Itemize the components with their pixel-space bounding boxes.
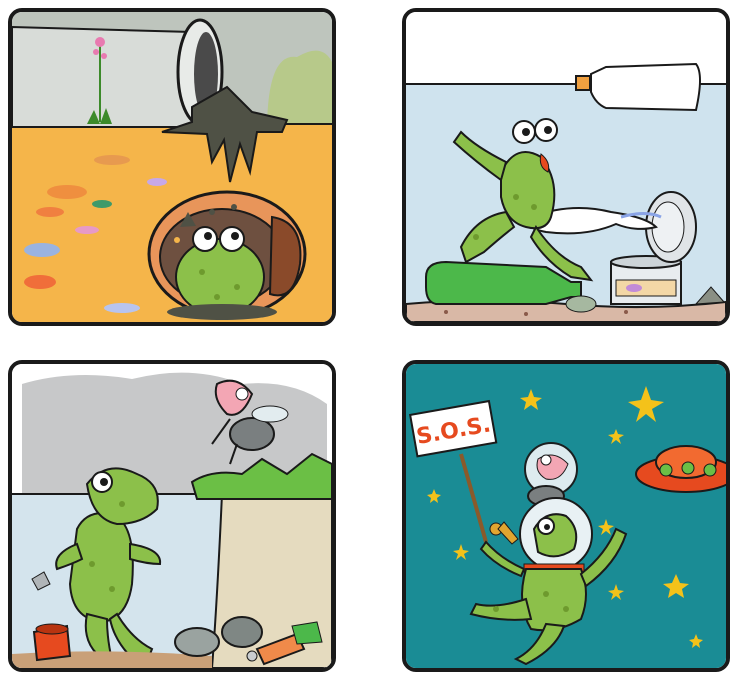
pebble bbox=[94, 155, 130, 165]
floating-plastic-bottle bbox=[591, 64, 700, 110]
panel-4-space bbox=[402, 360, 730, 672]
bottle-shard bbox=[292, 622, 322, 644]
rock bbox=[175, 628, 219, 656]
bottle-cap bbox=[576, 76, 590, 90]
panel-3-illustration bbox=[12, 364, 332, 668]
frog-eye bbox=[193, 227, 217, 251]
panel-2-illustration bbox=[406, 12, 726, 322]
panel-1-underground bbox=[8, 8, 336, 326]
frog-body bbox=[522, 569, 586, 630]
flower-bloom bbox=[95, 37, 105, 47]
panel-2-underwater bbox=[402, 8, 730, 326]
panel-1-illustration bbox=[12, 12, 332, 322]
panel-4-illustration bbox=[406, 364, 726, 668]
frog-body bbox=[70, 513, 133, 622]
panel-3-dry-riverbed bbox=[8, 360, 336, 672]
fly-wing bbox=[252, 406, 288, 422]
sos-sign-text: S.O.S. bbox=[414, 412, 493, 450]
oil-puddle bbox=[167, 304, 277, 320]
frog-body bbox=[176, 239, 264, 315]
